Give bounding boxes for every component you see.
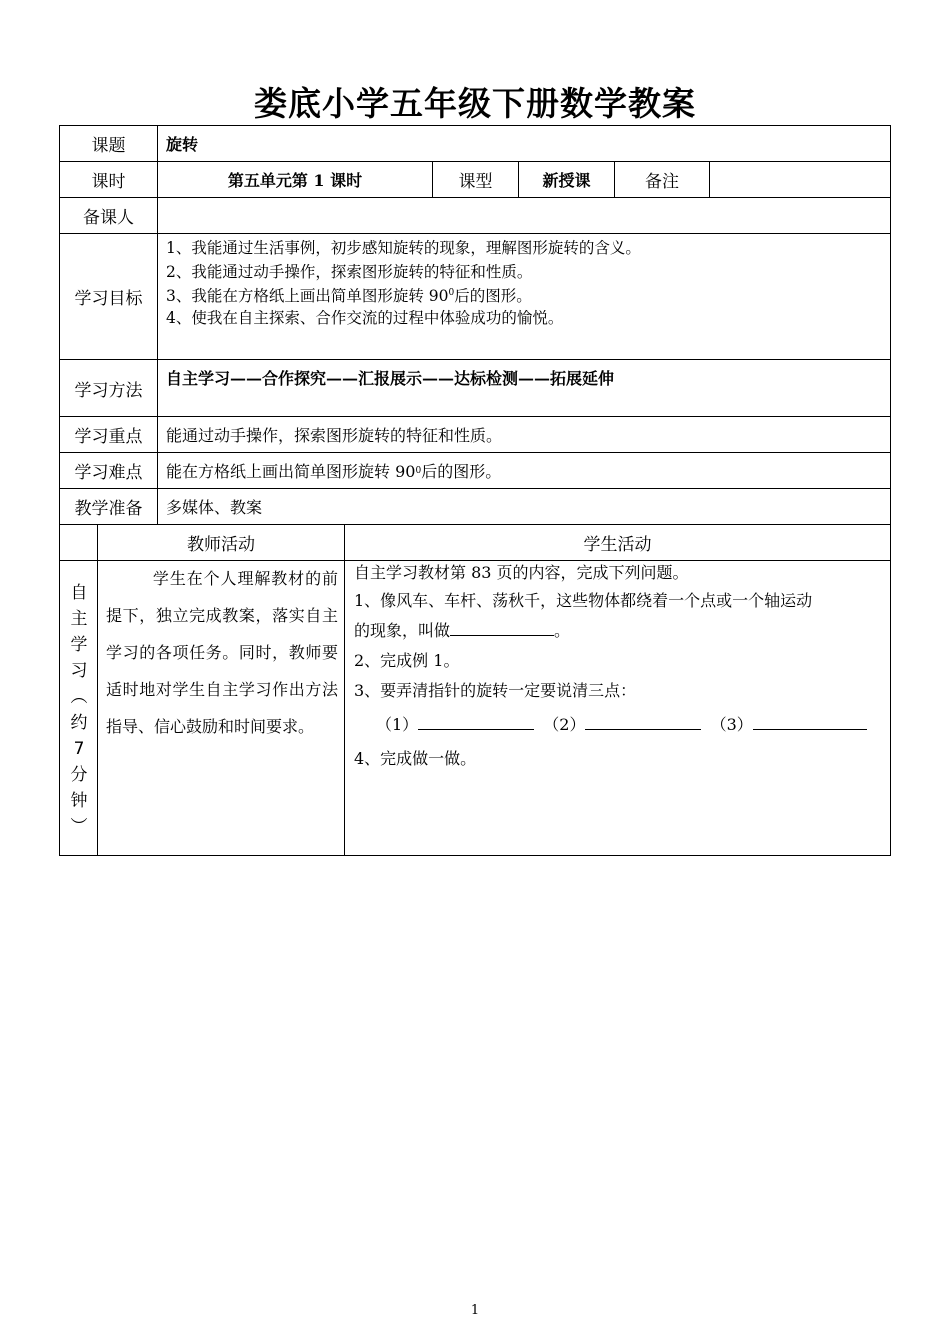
answer-blank[interactable] [418,711,534,730]
question-1: 1、像风车、车杆、荡秋千，这些物体都绕着一个点或一个轴运动 [354,591,813,610]
table-border [344,524,345,856]
student-intro: 自主学习教材第 83 页的内容，完成下列问题。 [354,563,689,582]
student-activity-content [354,560,886,774]
preparation-label: 教学准备 [74,499,143,519]
section-char: 7 [73,739,85,759]
answer-blank[interactable] [450,617,554,636]
answer-blank[interactable] [753,711,867,730]
question-3-points: （1） （2） （3） [354,706,886,744]
table-border [709,161,710,198]
period-label: 课时 [91,172,126,192]
table-border [59,197,891,198]
goals-label: 学习目标 [74,289,143,309]
goal-item: 2、我能通过动手操作，探索图形旋转的特征和性质。 [166,263,533,281]
section-char: ︵ [70,687,88,707]
teacher-activity-header: 教师活动 [187,535,255,555]
remark-label: 备注 [645,172,679,192]
section-char: 分 [70,765,88,785]
section-char: 约 [70,713,88,733]
section-char: ︶ [70,817,88,837]
key-point-label: 学习重点 [74,427,143,447]
section-char: 钟 [70,791,88,811]
table-border [59,233,891,234]
lesson-type-label: 课型 [458,172,493,192]
student-activity-header: 学生活动 [583,535,652,555]
question-1-cont: 的现象，叫做 。 [354,616,886,646]
answer-blank[interactable] [585,711,701,730]
teacher-activity-text: 学生在个人理解教材的前提下，独立完成教案，落实自主学习的各项任务。同时，教师要适时地对学生自主学习作出方法指导、信心鼓励和时间要求。 [106,569,338,736]
table-border [890,125,891,856]
section-char: 学 [70,635,88,655]
preparation-value: 多媒体、教案 [166,498,263,517]
topic-value: 旋转 [166,135,199,154]
period-value: 第五单元第 1 课时 [227,171,363,190]
question-2: 2、完成例 1。 [354,651,460,670]
key-point-value: 能通过动手操作，探索图形旋转的特征和性质。 [166,426,503,445]
difficulty-value: 能在方格纸上画出简单图形旋转 90 0 后的图形。 [166,462,502,481]
question-4: 4、完成做一做。 [354,749,477,768]
section-char: 习 [70,661,88,681]
difficulty-label: 学习难点 [74,463,143,483]
page-title: 娄底小学五年级下册数学教案 [254,84,696,123]
goal-item: 1、我能通过生活事例，初步感知旋转的现象，理解图形旋转的含义。 [166,239,641,257]
page-number: 1 [470,1303,480,1318]
section-char: 主 [70,609,88,629]
topic-label: 课题 [91,136,126,156]
question-3: 3、要弄清指针的旋转一定要说清三点： [354,681,637,700]
goal-item: 3、我能在方格纸上画出简单图形旋转 $90^0$后的图形。 [166,287,532,305]
lesson-type-value: 新授课 [542,171,591,190]
goal-item: 4、使我在自主探索、合作交流的过程中体验成功的愉悦。 [166,309,564,327]
goals-list [166,236,886,328]
preparer-label: 备课人 [83,208,134,228]
method-value: 自主学习——合作探究——汇报展示——达标检测——拓展延伸 [166,368,615,388]
method-label: 学习方法 [74,380,143,401]
table-border [59,855,891,856]
section-label-vertical [60,580,98,840]
section-char: 自 [70,583,88,603]
table-border [59,359,891,360]
